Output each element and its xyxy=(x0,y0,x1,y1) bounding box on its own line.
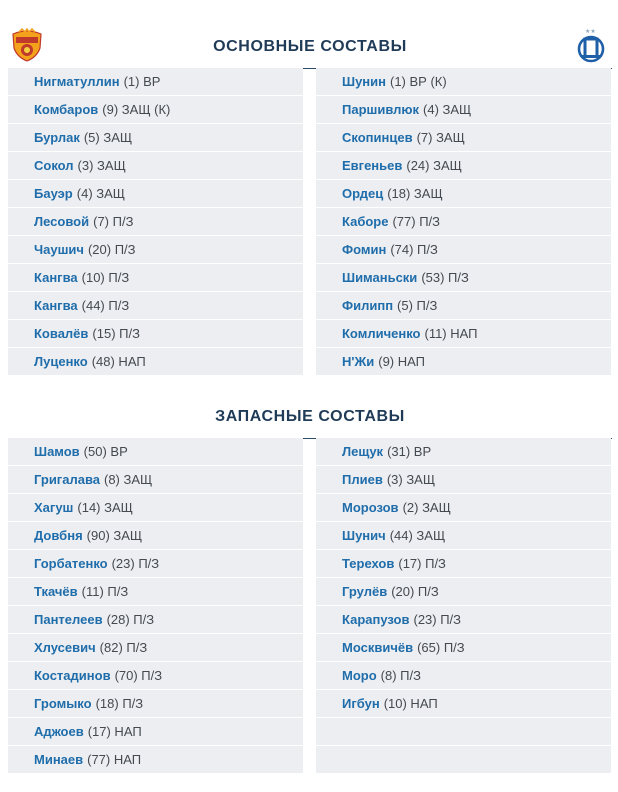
player-row xyxy=(316,208,611,236)
player-name-link[interactable]: Москвичёв xyxy=(342,640,414,655)
player-name-link[interactable]: Плиев xyxy=(342,472,383,487)
player-name-link[interactable]: Громыко xyxy=(34,696,92,711)
player-number-position: (1) ВР xyxy=(123,74,161,89)
player-name-link[interactable]: Терехов xyxy=(342,556,395,571)
player-name-link[interactable]: Сокол xyxy=(34,158,74,173)
player-number-position: (70) П/З xyxy=(114,668,163,683)
player-name-link[interactable]: Нигматуллин xyxy=(34,74,120,89)
player-number-position: (14) ЗАЩ xyxy=(77,500,133,515)
player-name-link[interactable]: Довбня xyxy=(34,528,83,543)
player-name-link[interactable]: Морозов xyxy=(342,500,399,515)
player-row xyxy=(316,522,611,550)
dynamo-moscow-crest-icon xyxy=(576,26,606,64)
player-name-link[interactable]: Ковалёв xyxy=(34,326,89,341)
player-row xyxy=(8,208,303,236)
player-row xyxy=(8,180,303,208)
player-number-position: (53) П/З xyxy=(421,270,469,285)
player-number-position: (20) П/З xyxy=(87,242,136,257)
player-name-link[interactable]: Бурлак xyxy=(34,130,80,145)
player-number-position: (20) П/З xyxy=(391,584,439,599)
player-row xyxy=(8,494,303,522)
player-number-position: (90) ЗАЩ xyxy=(86,528,143,543)
player-row xyxy=(316,550,611,578)
player-row xyxy=(8,578,303,606)
player-name-link[interactable]: Минаев xyxy=(34,752,84,767)
player-name-link[interactable]: Карапузов xyxy=(342,612,410,627)
player-name-link[interactable]: Паршивлюк xyxy=(342,102,420,117)
player-row xyxy=(316,180,611,208)
player-number-position: (5) П/З xyxy=(397,298,438,313)
player-row xyxy=(8,124,303,152)
section-title-starting: ОСНОВНЫЕ СОСТАВЫ xyxy=(213,38,407,55)
player-number-position: (9) ЗАЩ (К) xyxy=(102,102,171,117)
player-number-position: (48) НАП xyxy=(91,354,146,369)
player-number-position: (2) ЗАЩ xyxy=(402,500,451,515)
player-row xyxy=(8,746,303,774)
player-number-position: (18) ЗАЩ xyxy=(387,186,443,201)
player-row xyxy=(316,264,611,292)
player-row xyxy=(316,348,611,376)
player-name-link[interactable]: Чаушич xyxy=(34,242,84,257)
player-number-position: (15) П/З xyxy=(92,326,140,341)
player-number-position: (23) П/З xyxy=(111,556,160,571)
player-number-position: (4) ЗАЩ xyxy=(76,186,125,201)
player-name-link[interactable]: Аджоев xyxy=(34,724,84,739)
player-number-position: (77) П/З xyxy=(392,214,441,229)
starting-lineups-header xyxy=(8,26,612,69)
player-name-link[interactable]: Лещук xyxy=(342,444,384,459)
subs-away-column xyxy=(316,438,611,774)
player-number-position: (74) П/З xyxy=(390,242,438,257)
player-name-link[interactable]: Кангва xyxy=(34,298,78,313)
player-name-link[interactable]: Скопинцев xyxy=(342,130,413,145)
player-name-link[interactable]: Комбаров xyxy=(34,102,99,117)
player-name-link[interactable]: Хагуш xyxy=(34,500,74,515)
player-number-position: (10) НАП xyxy=(383,696,438,711)
player-name-link[interactable]: Игбун xyxy=(342,696,380,711)
player-row xyxy=(316,124,611,152)
player-row xyxy=(8,466,303,494)
player-row xyxy=(316,634,611,662)
player-name-link[interactable]: Кангва xyxy=(34,270,78,285)
player-number-position: (28) П/З xyxy=(106,612,155,627)
player-row xyxy=(8,662,303,690)
player-row xyxy=(316,662,611,690)
player-name-link[interactable]: Бауэр xyxy=(34,186,73,201)
player-row xyxy=(8,320,303,348)
player-number-position: (23) П/З xyxy=(413,612,462,627)
player-row xyxy=(8,690,303,718)
section-title-subs: ЗАПАСНЫЕ СОСТАВЫ xyxy=(215,408,405,425)
player-row xyxy=(8,634,303,662)
player-row xyxy=(316,690,611,718)
player-name-link[interactable]: Горбатенко xyxy=(34,556,108,571)
player-name-link[interactable]: Шунин xyxy=(342,74,386,89)
player-row xyxy=(8,348,303,376)
player-name-link[interactable]: Н'Жи xyxy=(342,354,375,369)
player-row xyxy=(316,152,611,180)
player-number-position: (9) НАП xyxy=(378,354,425,369)
player-number-position: (8) ЗАЩ xyxy=(104,472,153,487)
player-row xyxy=(316,96,611,124)
player-number-position: (7) ЗАЩ xyxy=(416,130,465,145)
player-number-position: (10) П/З xyxy=(81,270,130,285)
player-row xyxy=(8,292,303,320)
player-row xyxy=(8,264,303,292)
player-name-link[interactable]: Хлусевич xyxy=(34,640,96,655)
starting-away-column xyxy=(316,68,611,376)
player-name-link[interactable]: Лесовой xyxy=(34,214,90,229)
player-row xyxy=(8,68,303,96)
player-row xyxy=(316,438,611,466)
player-number-position: (77) НАП xyxy=(87,752,142,767)
player-row xyxy=(316,578,611,606)
player-name-link[interactable]: Ткачёв xyxy=(34,584,78,599)
player-number-position: (18) П/З xyxy=(95,696,144,711)
empty-row xyxy=(316,746,611,774)
player-number-position: (11) НАП xyxy=(424,326,478,341)
player-name-link[interactable]: Комличенко xyxy=(342,326,421,341)
player-name-link[interactable]: Грулёв xyxy=(342,584,388,599)
player-row xyxy=(8,96,303,124)
player-number-position: (3) ЗАЩ xyxy=(77,158,126,173)
player-row xyxy=(8,152,303,180)
player-name-link[interactable]: Фомин xyxy=(342,242,387,257)
player-number-position: (44) П/З xyxy=(81,298,130,313)
player-row xyxy=(316,292,611,320)
player-number-position: (17) П/З xyxy=(398,556,446,571)
player-number-position: (3) ЗАЩ xyxy=(386,472,436,487)
player-row xyxy=(8,718,303,746)
player-name-link[interactable]: Пантелеев xyxy=(34,612,103,627)
player-row xyxy=(8,606,303,634)
subs-home-column xyxy=(8,438,303,774)
player-number-position: (50) ВР xyxy=(83,444,128,459)
player-row xyxy=(8,550,303,578)
player-number-position: (44) ЗАЩ xyxy=(389,528,446,543)
player-row xyxy=(8,236,303,264)
player-row xyxy=(316,606,611,634)
player-row xyxy=(316,236,611,264)
player-number-position: (5) ЗАЩ xyxy=(83,130,133,145)
player-name-link[interactable]: Шамов xyxy=(34,444,80,459)
player-number-position: (24) ЗАЩ xyxy=(406,158,462,173)
player-number-position: (17) НАП xyxy=(87,724,142,739)
starting-home-column xyxy=(8,68,303,376)
svg-text:★★: ★★ xyxy=(585,28,596,35)
player-name-link[interactable]: Шиманьски xyxy=(342,270,418,285)
player-name-link[interactable]: Шунич xyxy=(342,528,386,543)
player-name-link[interactable]: Ордец xyxy=(342,186,384,201)
player-number-position: (82) П/З xyxy=(99,640,148,655)
player-name-link[interactable]: Каборе xyxy=(342,214,389,229)
player-name-link[interactable]: Филипп xyxy=(342,298,394,313)
player-name-link[interactable]: Григалава xyxy=(34,472,100,487)
player-row xyxy=(316,466,611,494)
player-number-position: (7) П/З xyxy=(93,214,134,229)
player-row xyxy=(316,320,611,348)
player-name-link[interactable]: Евгеньев xyxy=(342,158,403,173)
player-row xyxy=(316,68,611,96)
player-row xyxy=(316,494,611,522)
player-name-link[interactable]: Луценко xyxy=(34,354,88,369)
player-row xyxy=(8,522,303,550)
player-number-position: (65) П/З xyxy=(417,640,465,655)
player-name-link[interactable]: Костадинов xyxy=(34,668,111,683)
empty-row xyxy=(316,718,611,746)
player-row xyxy=(8,438,303,466)
player-number-position: (11) П/З xyxy=(81,584,129,599)
player-number-position: (8) П/З xyxy=(380,668,421,683)
player-number-position: (1) ВР (К) xyxy=(390,74,447,89)
player-number-position: (31) ВР xyxy=(387,444,432,459)
substitutes-header xyxy=(8,398,612,439)
player-number-position: (4) ЗАЩ xyxy=(423,102,472,117)
player-name-link[interactable]: Моро xyxy=(342,668,377,683)
